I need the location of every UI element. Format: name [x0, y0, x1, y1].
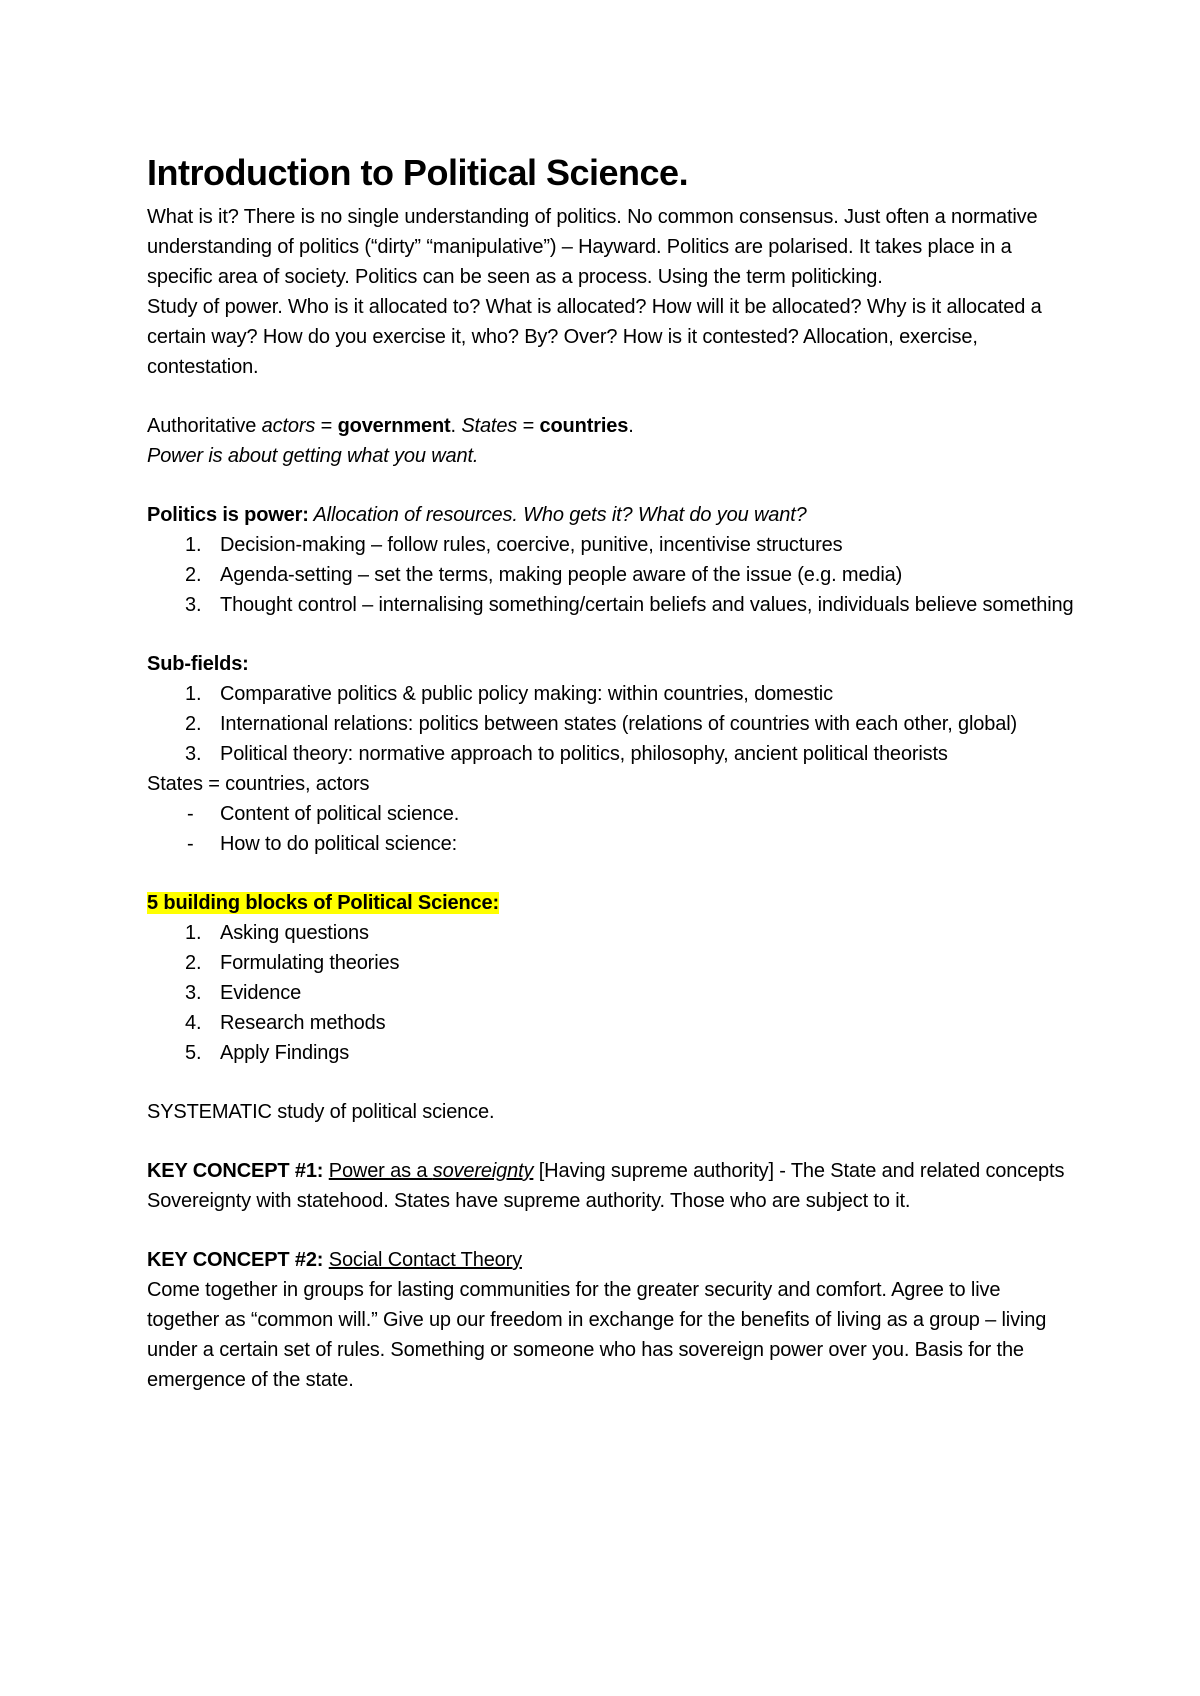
systematic-line: SYSTEMATIC study of political science. — [147, 1101, 495, 1123]
italic-run: actors — [261, 415, 316, 437]
spacer — [147, 1127, 1077, 1156]
list-item — [147, 799, 1077, 829]
text-run: = — [517, 415, 540, 437]
link-text: Power as a — [328, 1160, 433, 1182]
list-text: Formulating theories — [220, 952, 400, 974]
text-run: . — [450, 415, 462, 437]
spacer — [147, 859, 1077, 888]
key-concept-1-body: Sovereignty with statehood. States have supreme authority. Those who are subject to it. — [147, 1190, 911, 1212]
building-blocks-list — [147, 918, 1077, 1068]
list-number: 2. — [185, 952, 202, 974]
key-concept-2-body: Come together in groups for lasting communities for the greater security and comfort. Agree to live together as “common will.” Give up our freedom in exchange for the benefits of living as a group – living under a certain set of rules. Something or someone who has sovereign power over you. Basis for the emergence of the state. — [147, 1279, 1047, 1391]
list-text: How to do political science: — [220, 833, 458, 855]
list-item — [147, 918, 1077, 948]
spacer — [147, 1216, 1077, 1245]
list-text: Research methods — [220, 1012, 386, 1034]
power-study-paragraph: Study of power. Who is it allocated to? What is allocated? How will it be allocated? Why is it allocated a certain way? How do you exercise it, who? By? Over? How is it contested? Allocation, exercise, contestation. — [147, 296, 1042, 378]
list-text: Evidence — [220, 982, 302, 1004]
list-text: Thought control – internalising something/certain beliefs and values, individuals believe something — [220, 594, 1074, 616]
text-run: . — [628, 415, 634, 437]
list-item — [147, 560, 1077, 590]
list-number: 3. — [185, 982, 202, 1004]
list-item — [147, 590, 1077, 620]
list-item — [147, 948, 1077, 978]
key-concept-1-heading — [147, 1156, 1077, 1186]
list-number: 1. — [185, 534, 202, 556]
italic-run: States — [461, 415, 518, 437]
list-text: Asking questions — [220, 922, 369, 944]
spacer — [147, 382, 1077, 411]
page-title: Introduction to Political Science. — [147, 152, 689, 193]
text-run: Authoritative — [147, 415, 262, 437]
highlighted-label: 5 building blocks of Political Science: — [147, 892, 500, 914]
list-text: Decision-making – follow rules, coercive, punitive, incentivise structures — [220, 534, 843, 556]
section-label: Politics is power: — [147, 504, 309, 526]
list-text: International relations: politics between states (relations of countries with each other, global) — [220, 713, 1018, 735]
spacer — [147, 471, 1077, 500]
list-text: Apply Findings — [220, 1042, 350, 1064]
section-label: Sub-fields: — [147, 653, 249, 675]
dash-marker: - — [187, 833, 194, 855]
politics-power-heading — [147, 500, 1077, 530]
list-item — [147, 530, 1077, 560]
italic-run: Power is about getting what you want. — [147, 445, 479, 467]
key-concept-label: KEY CONCEPT #1: — [147, 1160, 324, 1182]
key-concept-rest: [Having supreme authority] - The State and related concepts — [533, 1160, 1065, 1182]
spacer — [147, 1068, 1077, 1097]
key-concept-link: Social Contact Theory — [328, 1249, 522, 1271]
dash-marker: - — [187, 803, 194, 825]
key-concept-2-heading — [147, 1245, 1077, 1275]
list-item — [147, 709, 1077, 739]
list-number: 2. — [185, 713, 202, 735]
text-run: = — [315, 415, 338, 437]
politics-power-list — [147, 530, 1077, 620]
dash-list — [147, 799, 1077, 859]
list-item — [147, 978, 1077, 1008]
list-number: 2. — [185, 564, 202, 586]
key-concept-label: KEY CONCEPT #2: — [147, 1249, 324, 1271]
power-definition — [147, 441, 1077, 471]
spacer — [147, 620, 1077, 649]
list-item — [147, 739, 1077, 769]
list-number: 5. — [185, 1042, 202, 1064]
list-text: Agenda-setting – set the terms, making people aware of the issue (e.g. media) — [220, 564, 903, 586]
subfields-heading — [147, 649, 1077, 679]
list-text: Political theory: normative approach to politics, philosophy, ancient political theorists — [220, 743, 948, 765]
document-page — [147, 150, 1077, 1395]
link-italic: sovereignty — [432, 1160, 534, 1182]
building-blocks-heading — [147, 888, 1077, 918]
key-concept-link — [329, 1160, 534, 1182]
bold-run: government — [337, 415, 451, 437]
intro-paragraph: What is it? There is no single understanding of politics. No common consensus. Just often a normative understanding of politics (“dirty” “manipulative”) – Hayward. Politics are polarised. It takes place in a specific area of society. Politics can be seen as a process. Using the term politicking. — [147, 206, 1038, 288]
list-text: Comparative politics & public policy making: within countries, domestic — [220, 683, 833, 705]
list-item — [147, 1038, 1077, 1068]
bold-run: countries — [539, 415, 629, 437]
list-item — [147, 829, 1077, 859]
list-number: 4. — [185, 1012, 202, 1034]
list-number: 3. — [185, 594, 202, 616]
list-text: Content of political science. — [220, 803, 460, 825]
subfields-list — [147, 679, 1077, 769]
list-number: 1. — [185, 683, 202, 705]
authoritative-line — [147, 411, 1077, 441]
list-item — [147, 1008, 1077, 1038]
list-number: 1. — [185, 922, 202, 944]
section-desc: Allocation of resources. Who gets it? What do you want? — [308, 504, 807, 526]
list-number: 3. — [185, 743, 202, 765]
states-line: States = countries, actors — [147, 773, 370, 795]
list-item — [147, 679, 1077, 709]
